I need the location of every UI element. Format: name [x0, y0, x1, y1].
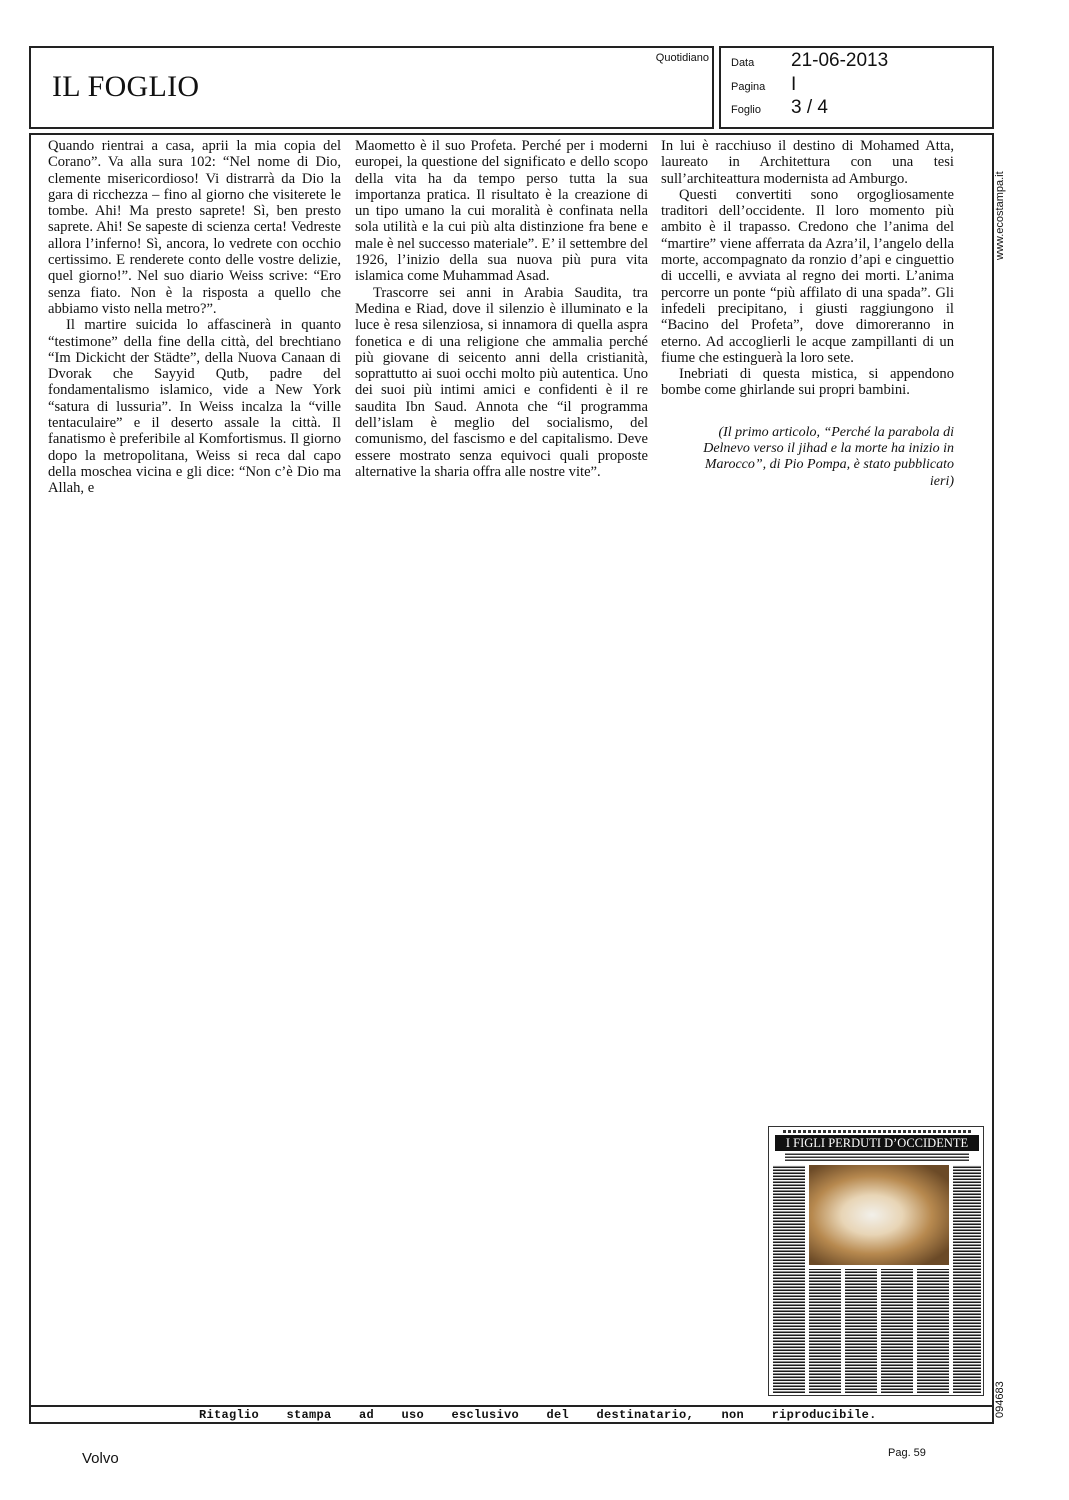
side-code: 094683 — [994, 1381, 1006, 1418]
meta-value: 21-06-2013 — [791, 50, 889, 71]
article-column-1 — [48, 138, 341, 497]
thumbnail-topline — [783, 1130, 971, 1133]
thumbnail-text-column — [809, 1269, 841, 1393]
reproduction-notice — [31, 1405, 992, 1422]
meta-value: I — [791, 74, 797, 95]
thumbnail-text-column — [773, 1165, 805, 1393]
paragraph: Quando rientrai a casa, aprii la mia copia del Corano”. Va alla sura 102: “Nel nome di Dio, clemente misericordioso! Vi distrarrà da Dio la gara di ricchezza – fino al giorno che visiterete le tombe. Ahi! Ma presto saprete! Sì, ben presto saprete. Ahi! Se sapeste di scienza certa! Vedreste allora l’inferno! Sì, ancora, lo vedrete con occhio certissimo. E renderete conto delle vostre delizie, quel giorno!”. Nel suo diario Weiss scrive: “Ero senza fiato. Non è la risposta a quello che abbiamo visto nella metro?”. — [48, 138, 341, 317]
footer-page-number: Pag. 59 — [888, 1447, 926, 1459]
thumbnail-photo — [809, 1165, 949, 1265]
paragraph: Trascorre sei anni in Arabia Saudita, tra Medina e Riad, dove il silenzio è illuminato e la luce è resa silenziosa, si innamora di quella aspra fonetica e di una religione che ammalia perché più giovane di seicento anni della cristianità, soprattutto ai suoi occhi molto più autentica. Uno dei suoi più intimi amici e confidenti è il re saudita Ibn Saud. Annota che “il programma dell’islam è meglio del socialismo, del comunismo, del fascismo e del capitalismo. Deve essere mostrato senza equivoci quali proposte alternative la sharia offra alle nostre vite”. — [355, 284, 648, 480]
paragraph: In lui è racchiuso il destino di Mohamed Atta, laureato in Architettura con una tesi sull’architeattura modernista ad Amburgo. — [661, 138, 954, 187]
article-column-2 — [355, 138, 648, 480]
thumbnail-text-column — [917, 1269, 949, 1393]
meta-value: 3 / 4 — [791, 97, 828, 118]
meta-date — [731, 50, 888, 72]
publication-type: Quotidiano — [655, 52, 709, 64]
thumbnail-headline: I FIGLI PERDUTI D’OCCIDENTE — [775, 1135, 979, 1151]
meta-label: Pagina — [731, 81, 766, 93]
paragraph: Maometto è il suo Profeta. Perché per i moderni europei, la questione del significato e dello scopo della vita ha da tempo perso tutta la sua importanza pratica. Il risultato è la creazione di un tipo umano la cui moralità è confinata nella sola utilità e la cui più alta distinzione fra bene e male è nel successo materiale”. E’ il settembre del 1926, l’inizio della sua nuova più pura vita islamica come Muhammad Asad. — [355, 138, 648, 285]
thumbnail-text-column — [881, 1269, 913, 1393]
meta-label: Foglio — [731, 104, 761, 116]
paragraph: Il martire suicida lo affascinerà in quanto “testimone” della fine della città, del brechtiano “Im Dickicht der Städte”, della Nuova Canaan di Dvorak che Sayyid Qutb, padre del fondamentalismo islamico, vide a New York “satura di lussuria”. In Weiss incalza la “ville tentaculaire” e il deserto assale la città. Il fanatismo è preferibile al Komfortismus. Il giorno dopo la metropolitana, Weiss si reca dal capo della moschea vicina e gli dice: “Non c’è Dio ma Allah, e — [48, 317, 341, 497]
footer-client: Volvo — [82, 1450, 119, 1467]
article-caption: (Il primo articolo, “Perché la parabola di Delnevo verso il jihad e la morte ha inizio in Marocco”, di Pio Pompa, è stato pubblicato ieri) — [703, 424, 954, 489]
paragraph: Questi convertiti sono orgogliosamente traditori dell’occidente. Il loro momento più ambito è il trapasso. Credono che l’anima del “martire” viene afferrata da Azra’il, l’angelo della morte, accompagnato da ronzio d’api e cinguettio di uccelli, e avviata al regno dei morti. L’anima percorre un ponte “più affilato di una spada”. Gli infedeli precipitano, i giusti raggiungono il “Bacino del Profeta”, dove dimoreranno in eterno. Ad accoglierli le acque zampillanti di un fiume che estinguerà la loro sete. — [661, 186, 954, 366]
masthead: IL FOGLIO — [52, 70, 200, 103]
thumbnail-subhead — [785, 1153, 969, 1161]
side-url: www.ecostampa.it — [994, 171, 1006, 260]
thumbnail-text-column — [845, 1269, 877, 1393]
meta-page — [731, 74, 796, 96]
meta-sheet — [731, 97, 828, 119]
thumbnail-text-column — [953, 1165, 981, 1393]
paragraph: Inebriati di questa mistica, si appendono bombe come ghirlande sui propri bambini. — [661, 366, 954, 399]
notice-text: Ritaglio stampa ad uso esclusivo del destinatario, non riproducibile. — [199, 1408, 877, 1422]
meta-label: Data — [731, 57, 755, 69]
page-thumbnail — [768, 1126, 984, 1396]
article-column-3 — [661, 138, 954, 490]
